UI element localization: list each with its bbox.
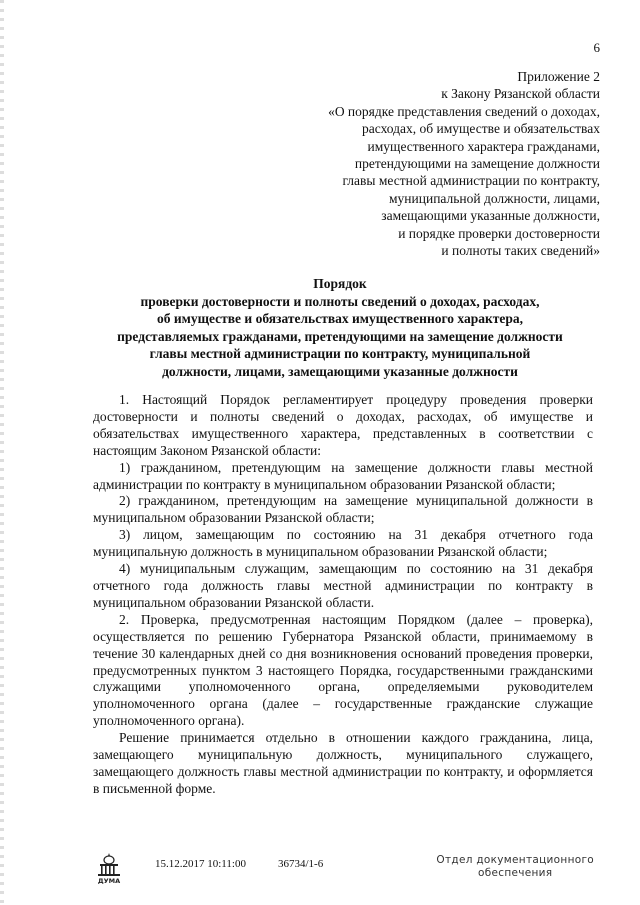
duma-logo-icon	[94, 852, 124, 884]
print-timestamp: 15.12.2017 10:11:00	[155, 858, 246, 870]
appendix-line: Приложение 2	[517, 69, 600, 84]
document-code: 36734/1-6	[278, 858, 324, 870]
appendix-header	[280, 68, 600, 259]
title-line: должности, лицами, замещающими указанные должности	[162, 363, 518, 379]
scan-edge-mark	[0, 0, 4, 905]
title-line: Порядок	[313, 276, 367, 291]
appendix-line: муниципальной должности, лицами,	[389, 190, 600, 206]
appendix-line: замещающими указанные должности,	[381, 208, 600, 224]
stamp-line: Отдел документационного	[436, 854, 594, 866]
title-line: проверки достоверности и полноты сведений о доходах, расходах,	[140, 293, 540, 309]
appendix-line: и порядке проверки достоверности	[398, 225, 600, 241]
appendix-line: «О порядке представления сведений о доходах,	[328, 103, 600, 119]
paragraph: 3) лицом, замещающим по состоянию на 31 декабря отчетного года муниципальную должность в муниципальном образовании Рязанской области;	[93, 527, 593, 560]
appendix-line: главы местной администрации по контракту,	[342, 173, 600, 189]
paragraph: 2) гражданином, претендующим на замещение муниципальной должности в муниципальном образовании Рязанской области;	[93, 493, 593, 526]
page-footer	[80, 852, 600, 892]
appendix-line: расходах, об имуществе и обязательствах	[362, 121, 600, 137]
paragraph: 2. Проверка, предусмотренная настоящим Порядком (далее – проверка), осуществляется по решению Губернатора Рязанской области, принимаемому в течение 30 календарных дней со дня возникновения оснований проведения проверки, предусмотренных пунктом 3 настоящего Порядка, государственными гражданскими служащими уполномоченного органа, определяемыми руководителем уполномоченного органа (далее – государственные гражданские служащие уполномоченного органа).	[93, 611, 593, 729]
logo-text: ДУМА	[97, 877, 121, 884]
document-title	[90, 275, 590, 381]
document-body	[93, 392, 593, 798]
paragraph: 1. Настоящий Порядок регламентирует процедуру проведения проверки достоверности и полноты сведений о доходах, расходах, об имуществе и обязательствах имущественного характера, представленных в соответствии с настоящим Законом Рязанской области:	[93, 392, 593, 458]
title-line: главы местной администрации по контракту, муниципальной	[149, 346, 531, 362]
title-line: об имуществе и обязательствах имущественного характера,	[156, 311, 524, 327]
department-stamp	[436, 854, 594, 880]
paragraph: 1) гражданином, претендующим на замещение должности главы местной администрации по контракту в муниципальном образовании Рязанской области;	[93, 459, 593, 492]
page-number: 6	[593, 40, 600, 55]
appendix-line: претендующими на замещение должности	[354, 156, 600, 172]
appendix-line: и полноты таких сведений»	[441, 243, 600, 259]
paragraph: 4) муниципальным служащим, замещающим по состоянию на 31 декабря отчетного года должность главы местной администрации по контракту в муниципальном образовании Рязанской области.	[93, 561, 593, 610]
title-line: представляемых гражданами, претендующими на замещение должности	[117, 328, 563, 344]
stamp-line: обеспечения	[477, 867, 553, 879]
paragraph: Решение принимается отдельно в отношении каждого гражданина, лица, замещающего муниципальную должность, муниципального служащего, замещающего должность главы местной администрации по контракту, и оформляется в письменной форме.	[93, 730, 593, 796]
appendix-line: имущественного характера гражданами,	[367, 138, 600, 154]
appendix-line: к Закону Рязанской области	[441, 86, 600, 102]
